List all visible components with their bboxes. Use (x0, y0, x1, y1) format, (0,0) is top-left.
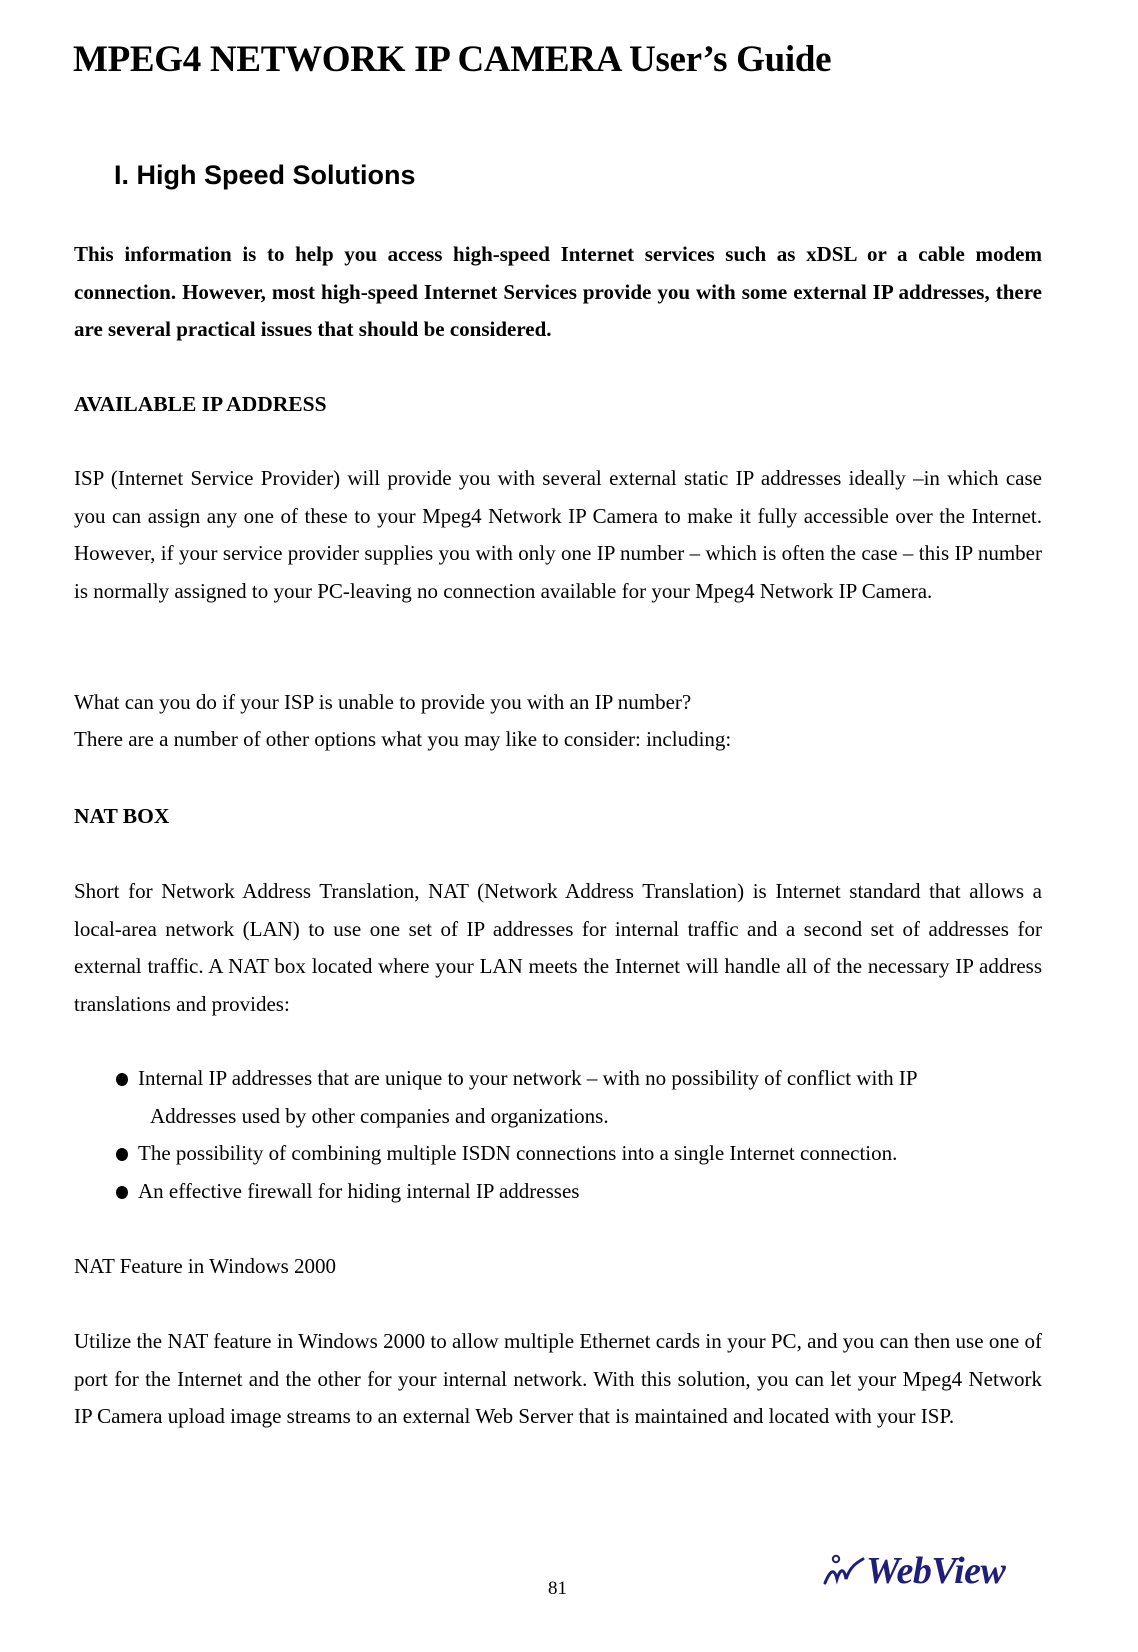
bullet-icon (116, 1073, 128, 1086)
nat-box-paragraph: Short for Network Address Translation, NAT (Network Address Translation) is Internet standard that allows a local-area network (LAN) to use one set of IP addresses for internal traffic and a second set of addresses for external traffic. A NAT box located where your LAN meets the Internet will handle all of the necessary IP address translations and provides: (74, 879, 1042, 1016)
nat-windows-heading: NAT Feature in Windows 2000 (74, 1254, 337, 1278)
webview-logo-mark-icon (822, 1549, 866, 1593)
nat-benefits-list (112, 1060, 1012, 1210)
document-title: MPEG4 NETWORK IP CAMERA User’s Guide (73, 39, 832, 80)
bullet-text: Internal IP addresses that are unique to your network – with no possibility of conflict with IP (138, 1066, 918, 1090)
page-number: 81 (548, 1578, 567, 1599)
list-item (112, 1060, 1012, 1135)
webview-logo (822, 1545, 1042, 1597)
isp-question: What can you do if your ISP is unable to provide you with an IP number? (74, 690, 692, 714)
section-heading: I. High Speed Solutions (114, 160, 416, 190)
list-item (112, 1173, 1012, 1211)
list-item (112, 1135, 1012, 1173)
bullet-text: The possibility of combining multiple ISDN connections into a single Internet connection. (138, 1141, 898, 1165)
bullet-text-continuation: Addresses used by other companies and organizations. (150, 1103, 609, 1128)
options-line: There are a number of other options what you may like to consider: including: (74, 727, 732, 751)
logo-text: WebView (866, 1550, 1006, 1592)
bullet-icon (116, 1186, 128, 1199)
intro-paragraph: This information is to help you access high-speed Internet services such as xDSL or a cable modem connection. However, most high-speed Internet Services provide you with some external IP addresses, there are several practical issues that should be considered. (74, 242, 1042, 341)
available-ip-heading: AVAILABLE IP ADDRESS (74, 392, 327, 416)
nat-box-heading: NAT BOX (74, 804, 170, 828)
bullet-text: An effective firewall for hiding internal IP addresses (138, 1178, 580, 1203)
nat-windows-paragraph: Utilize the NAT feature in Windows 2000 to allow multiple Ethernet cards in your PC, and you can then use one of port for the Internet and the other for your internal network. With this solution, you can let your Mpeg4 Network IP Camera upload image streams to an external Web Server that is maintained and located with your ISP. (74, 1329, 1042, 1428)
bullet-icon (116, 1148, 128, 1161)
available-ip-paragraph: ISP (Internet Service Provider) will provide you with several external static IP addresses ideally –in which case you can assign any one of these to your Mpeg4 Network IP Camera to make it fully accessible over the Internet. However, if your service provider supplies you with only one IP number – which is often the case – this IP number is normally assigned to your PC-leaving no connection available for your Mpeg4 Network IP Camera. (74, 466, 1042, 603)
